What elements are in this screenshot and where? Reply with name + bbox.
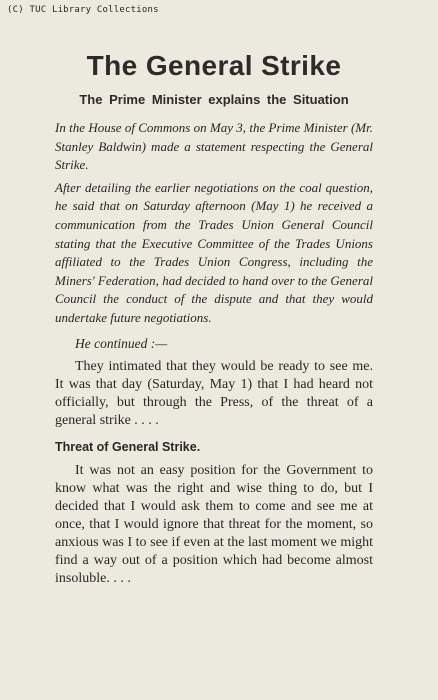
section-heading: Threat of General Strike. [55,439,201,454]
body-paragraph: It was not an easy position for the Government to know what was the right and wise thing to do, but I decided that I would ask them to come and see me at once, that I would ignore that threat for the moment, so anxious was I to see if even at the last moment we might find a way out of a position which had become almost insoluble. . . . [55,462,373,586]
body-paragraph: They intimated that they would be ready to see me. It was that day (Saturday, May 1) that I had heard not officially, but through the Press, of the threat of a general strike . . . . [55,358,373,428]
document-subtitle: The Prime Minister explains the Situation [79,92,349,107]
continued-line: He continued :— [75,335,168,351]
document-title: The General Strike [86,50,342,81]
intro-paragraph: After detailing the earlier negotiations on the coal question, he said that on Saturday afternoon (May 1) he received a communication from the Trades Union General Council stating that the Executive Committee of the Trades Unions affiliated to the Trades Union Congress, including the Miners' Federation, had decided to hand over to the General Council the conduct of the dispute and that they would undertake future negotiations. [55,179,373,325]
document-page [55,50,373,588]
watermark: (C) TUC Library Collections [7,5,159,15]
intro-paragraph: In the House of Commons on May 3, the Prime Minister (Mr. Stanley Baldwin) made a statement respecting the General Strike. [55,120,373,173]
